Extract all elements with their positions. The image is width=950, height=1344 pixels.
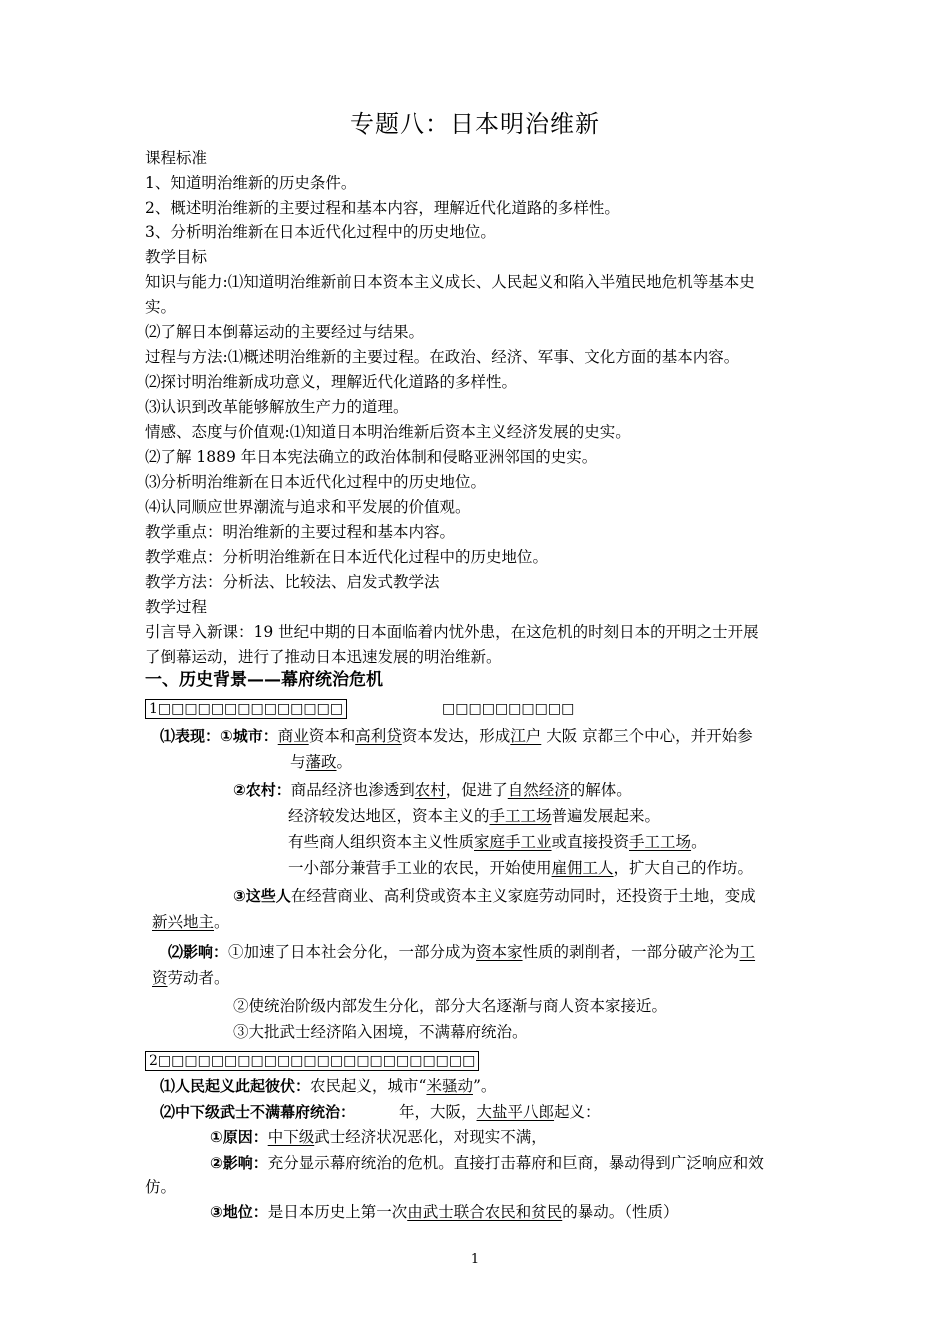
impact-line-2	[152, 968, 230, 988]
text: 在经营商业、高利贷或资本主义家庭劳动同时，还投资于土地，变成	[290, 887, 756, 905]
text-line: ⑵了解 1889 年日本宪法确立的政治体制和侵略亚洲邻国的史实。	[145, 448, 598, 466]
text: 。	[336, 753, 353, 771]
underlined-term: 工	[739, 943, 756, 961]
text: ，扩大自己的作坊。	[613, 859, 754, 877]
label-impact: ⑵影响：	[168, 943, 229, 961]
boxed-heading: 2□□□□□□□□□□□□□□□□□□□□□□□□	[145, 1051, 479, 1071]
text: 资本和	[308, 727, 356, 745]
text-line: 过程与方法:⑴概述明治维新的主要过程。在政治、经济、军事、文化方面的基本内容。	[145, 348, 740, 366]
underlined-term: 新兴地主	[152, 913, 215, 931]
impact-line-4: ③大批武士经济陷入困境，不满幕府统治。	[233, 1023, 528, 1041]
text: ①加速了日本社会分化，一部分成为	[228, 943, 477, 961]
text-line: 3、分析明治维新在日本近代化过程中的历史地位。	[145, 223, 496, 241]
text: 武士经济状况恶化，对现实不满，	[314, 1128, 547, 1146]
label-cause: ①原因：	[210, 1128, 268, 1146]
page-number: 1	[470, 1252, 480, 1267]
text: 充分显示幕府统治的危机。直接打击幕府和巨商，暴动得到广泛响应和效	[267, 1154, 764, 1172]
underlined-term: 农村	[414, 781, 446, 799]
rebel-line-3	[210, 1127, 547, 1147]
impact-line	[168, 942, 755, 962]
rural-line	[233, 780, 632, 800]
label-uprising: ⑴人民起义此起彼伏：	[160, 1077, 311, 1095]
text: 的解体。	[569, 781, 632, 799]
section-heading: 一、历史背景——幕府统治危机	[145, 670, 383, 690]
impact-line-3: ②使统治阶级内部发生分化，部分大名逐渐与商人资本家接近。	[233, 997, 668, 1015]
people-line	[233, 886, 756, 906]
text: 。	[214, 913, 230, 931]
label-rural: ②农村：	[233, 781, 291, 799]
text-line: ⑶分析明治维新在日本近代化过程中的历史地位。	[145, 473, 487, 491]
text: 经济较发达地区，资本主义的	[288, 807, 490, 825]
city-line	[160, 726, 753, 746]
underlined-term: 米骚动	[426, 1077, 473, 1095]
underlined-term: 大盐平八郎	[476, 1103, 555, 1121]
text: 性质的剥削者，一部分破产沦为	[522, 943, 740, 961]
people-line-2	[152, 912, 230, 932]
underlined-term: 资	[152, 969, 168, 987]
label-effect: ②影响：	[210, 1154, 268, 1172]
text: ”。	[472, 1077, 497, 1095]
text: 普遍发展起来。	[551, 807, 661, 825]
text: 有些商人组织资本主义性质	[288, 833, 475, 851]
underlined-term: 高利贷	[355, 727, 402, 745]
label-status: ③地位：	[210, 1203, 268, 1221]
text-line: 课程标准	[145, 149, 208, 167]
boxed-heading: 1□□□□□□□□□□□□□□	[145, 699, 347, 719]
underlined-term: 手工工场	[629, 833, 692, 851]
text: 商品经济也渗透到	[290, 781, 415, 799]
underlined-term: 江户	[510, 727, 542, 745]
page-title: 专题八：日本明治维新	[350, 110, 600, 138]
text: 劳动者。	[167, 969, 230, 987]
rural-line-2	[288, 806, 660, 826]
rebel-line-2	[160, 1102, 601, 1122]
underlined-term: 资本家	[476, 943, 523, 961]
label-city: ⑴表现：①城市：	[160, 727, 278, 745]
label-people: ③这些人	[233, 887, 291, 905]
subheading-box-2	[145, 1050, 479, 1071]
underlined-term: 家庭手工业	[474, 833, 552, 851]
rural-line-3	[288, 832, 707, 852]
rebel-line-6	[210, 1202, 679, 1222]
text-line: ⑵探讨明治维新成功意义，理解近代化道路的多样性。	[145, 373, 518, 391]
boxed-heading-tail: □□□□□□□□□□	[442, 701, 575, 717]
text-line: 2、概述明治维新的主要过程和基本内容，理解近代化道路的多样性。	[145, 199, 620, 217]
text: 一小部分兼营手工业的农民，开始使用	[288, 859, 552, 877]
rebel-line-4	[210, 1153, 764, 1173]
underlined-term: 由武士联合农民和贫民	[407, 1203, 563, 1221]
text-line: 知识与能力:⑴知道明治维新前日本资本主义成长、人民起义和陷入半殖民地危机等基本史	[145, 273, 755, 291]
text-line: 实。	[145, 298, 177, 316]
text: 是日本历史上第一次	[267, 1203, 408, 1221]
text-line: 引言导入新课：19 世纪中期的日本面临着内忧外患，在这危机的时刻日本的开明之士开展	[145, 623, 759, 641]
label-samurai: ⑵中下级武士不满幕府统治：	[160, 1103, 356, 1121]
rebel-line-5: 仿。	[145, 1178, 177, 1196]
underlined-term: 中下级	[267, 1128, 315, 1146]
text: 资本发达，形成	[401, 727, 511, 745]
underlined-term: 雇佣工人	[551, 859, 614, 877]
text-line: ⑷认同顺应世界潮流与追求和平发展的价值观。	[145, 498, 471, 516]
text-line: 教学方法：分析法、比较法、启发式教学法	[145, 573, 440, 591]
text-line: 情感、态度与价值观:⑴知道日本明治维新后资本主义经济发展的史实。	[145, 423, 631, 441]
text-line: 了倒幕运动，进行了推动日本迅速发展的明治维新。	[145, 648, 502, 666]
city-line-2	[290, 752, 352, 772]
text-line: 教学过程	[145, 598, 208, 616]
text-line: ⑵了解日本倒幕运动的主要经过与结果。	[145, 323, 425, 341]
text: 起义：	[554, 1103, 601, 1121]
text: 与	[290, 753, 306, 771]
text: 农民起义，城市“	[310, 1077, 427, 1095]
underlined-term: 自然经济	[507, 781, 570, 799]
text-line: 1、知道明治维新的历史条件。	[145, 174, 357, 192]
text: 。	[691, 833, 707, 851]
underlined-term: 手工工场	[489, 807, 552, 825]
underlined-term: 商业	[277, 727, 309, 745]
text-line: 教学难点：分析明治维新在日本近代化过程中的历史地位。	[145, 548, 549, 566]
rebel-line	[160, 1076, 496, 1096]
underlined-term: 藩政	[305, 753, 337, 771]
text: 或直接投资	[551, 833, 630, 851]
text-line: 教学重点：明治维新的主要过程和基本内容。	[145, 523, 456, 541]
text-line: ⑶认识到改革能够解放生产力的道理。	[145, 398, 409, 416]
rural-line-4	[288, 858, 753, 878]
text-line: 教学目标	[145, 248, 208, 266]
text: 的暴动。（性质）	[562, 1203, 679, 1221]
text: 大阪 京都三个中心，并开始参	[541, 727, 753, 745]
text: ，促进了	[445, 781, 508, 799]
text: 年，大阪，	[399, 1103, 477, 1121]
subheading-box-1	[145, 698, 574, 719]
